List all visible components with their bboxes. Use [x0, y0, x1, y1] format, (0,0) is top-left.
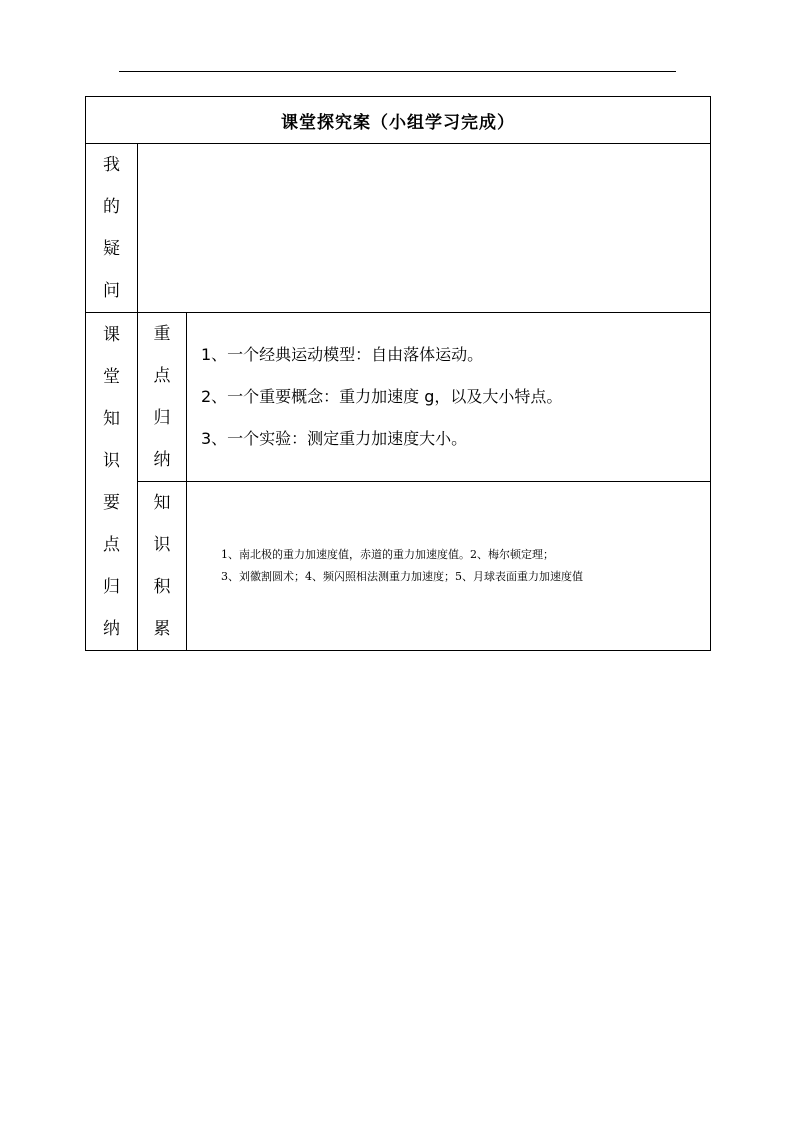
label-char: 点 [153, 366, 171, 386]
knowledge-accumulation-label [138, 482, 187, 651]
inquiry-table [85, 96, 711, 651]
label-char: 知 [103, 408, 120, 429]
key-point-item: 2、一个重要概念：重力加速度 g，以及大小特点。 [201, 387, 563, 406]
knowledge-line: 3、刘徽割圆术；4、频闪照相法测重力加速度；5、月球表面重力加速度值 [221, 570, 583, 583]
label-char: 的 [103, 197, 120, 217]
table-title: 课堂探究案（小组学习完成） [86, 97, 711, 144]
key-point-item: 3、一个实验：测定重力加速度大小。 [201, 429, 468, 448]
label-char: 纳 [103, 618, 120, 639]
label-char: 我 [103, 155, 120, 175]
key-point-item: 1、一个经典运动模型：自由落体运动。 [201, 345, 484, 364]
knowledge-line: 1、南北极的重力加速度值，赤道的重力加速度值。2、梅尔顿定理； [221, 548, 554, 561]
my-questions-label [86, 144, 138, 313]
key-points-label [138, 313, 187, 482]
classroom-summary-label [86, 313, 138, 651]
knowledge-row [86, 482, 711, 651]
my-questions-row [86, 144, 711, 313]
label-char: 重 [153, 324, 171, 344]
key-points-content [187, 313, 711, 482]
label-char: 归 [103, 576, 120, 597]
label-char: 积 [153, 577, 171, 597]
label-char: 点 [103, 534, 120, 555]
label-char: 知 [153, 493, 171, 513]
my-questions-area[interactable] [138, 144, 711, 313]
label-char: 识 [153, 535, 171, 555]
key-points-row [86, 313, 711, 482]
label-char: 累 [153, 619, 171, 639]
label-char: 纳 [153, 450, 171, 470]
label-char: 课 [103, 324, 120, 345]
label-char: 疑 [103, 239, 120, 259]
label-char: 问 [103, 281, 120, 301]
label-char: 要 [103, 492, 120, 513]
header-rule [119, 71, 676, 72]
label-char: 识 [103, 450, 120, 471]
label-char: 堂 [103, 366, 120, 387]
title-row [86, 97, 711, 144]
label-char: 归 [153, 408, 171, 428]
knowledge-accumulation-content [187, 482, 711, 651]
